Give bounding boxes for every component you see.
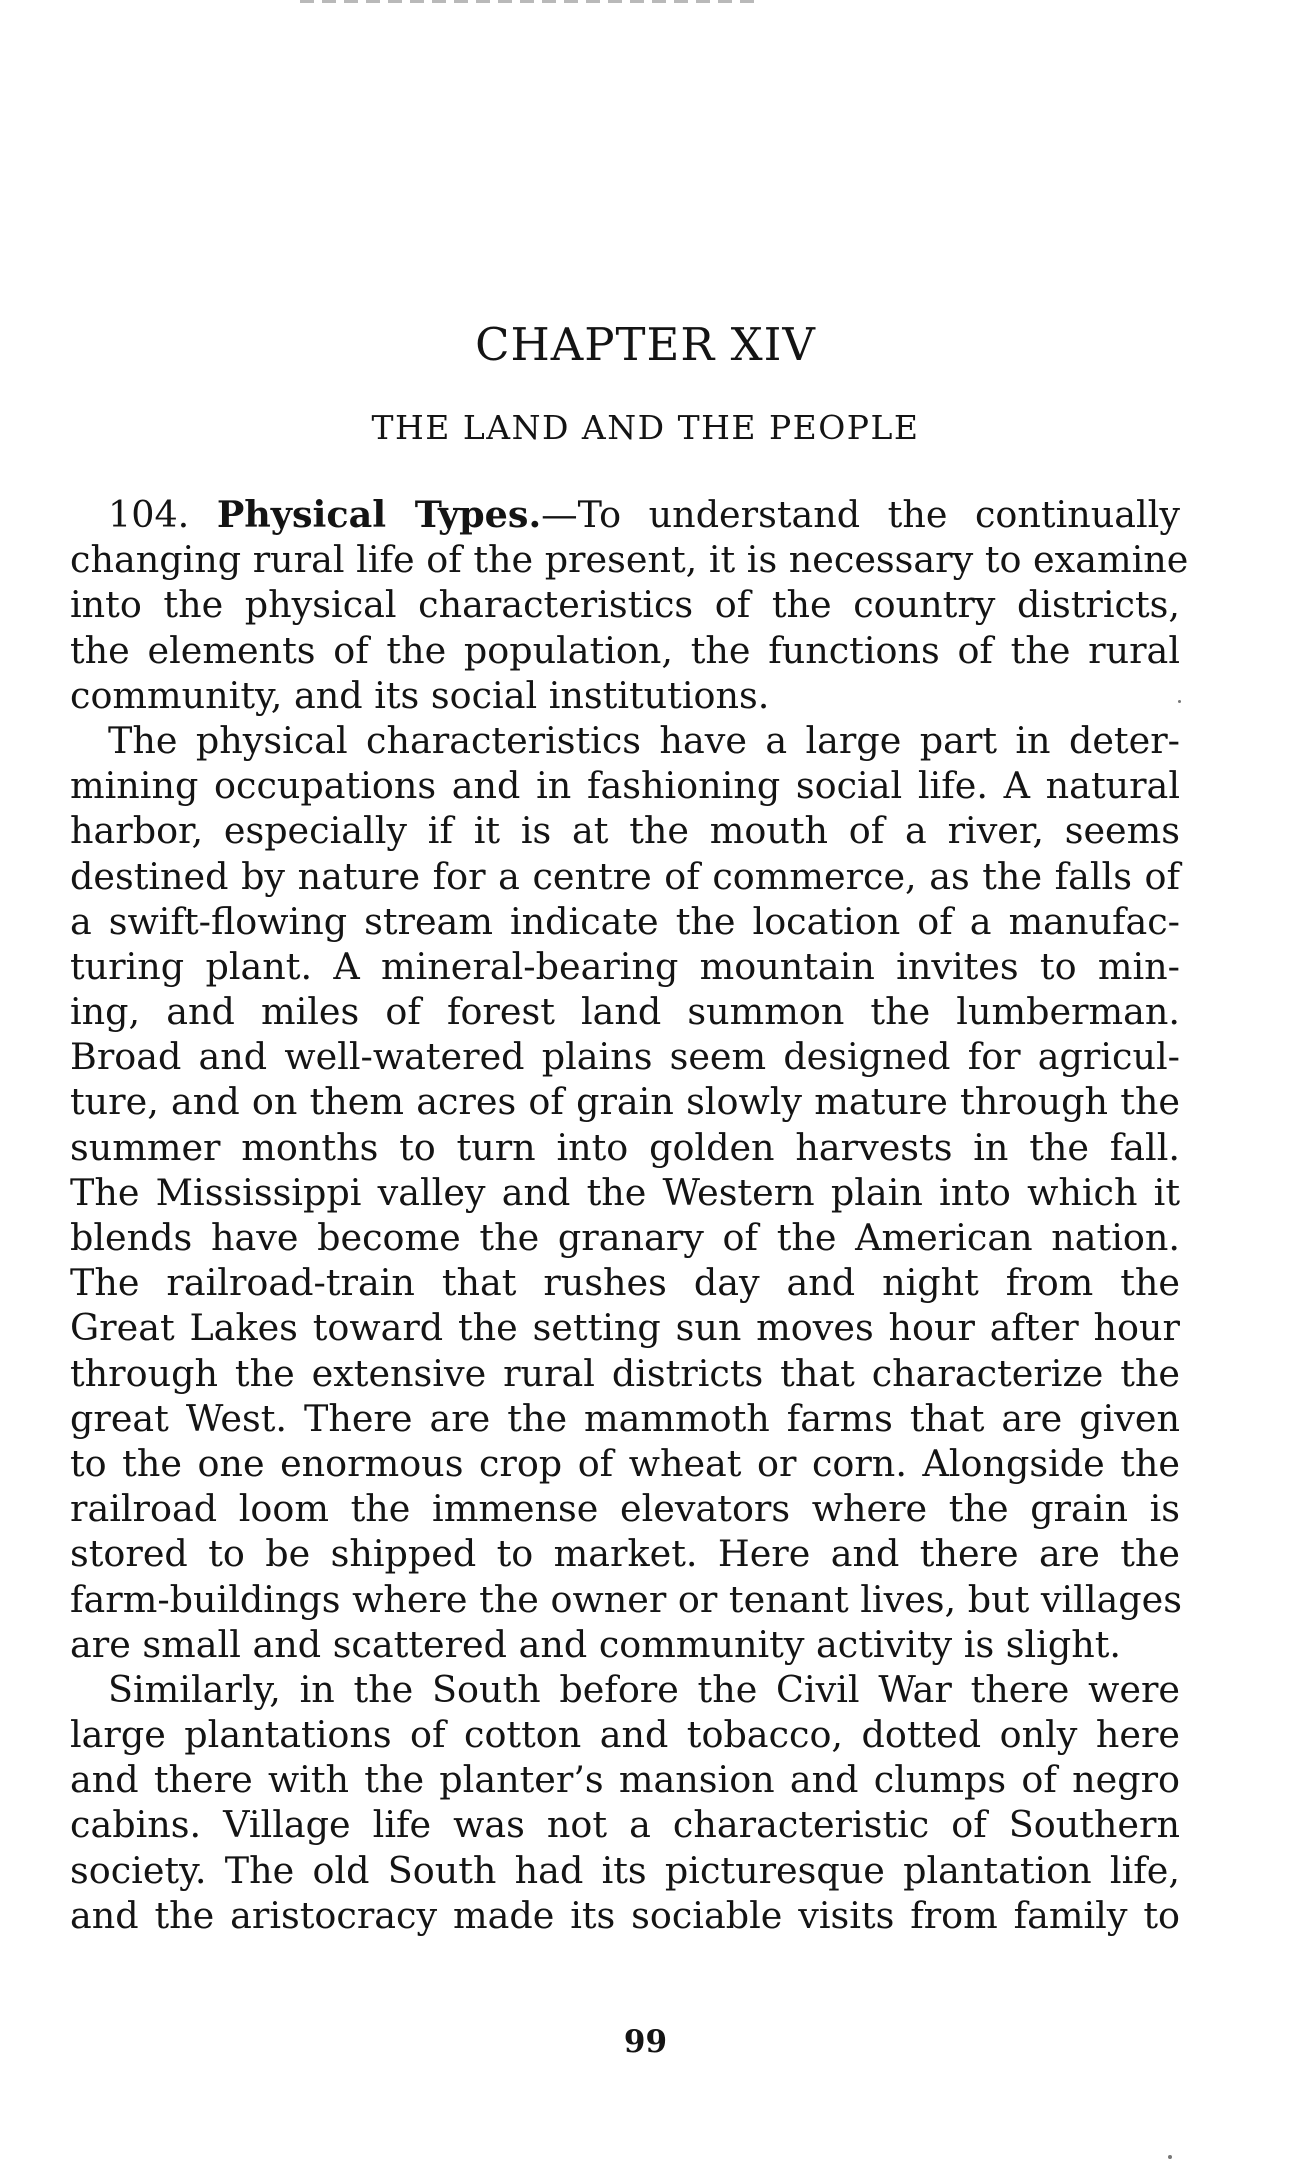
text-line: community, and its social institutions. xyxy=(70,673,770,717)
scan-edge-mark xyxy=(300,0,760,3)
text-line: ing, and miles of forest land summon the lumberman. xyxy=(70,990,1180,1034)
section-heading: Physical Types. xyxy=(216,493,542,536)
text-line: great West. There are the mammoth farms that are given xyxy=(70,1396,1180,1440)
text-line: Broad and well-watered plains seem designed for agricul- xyxy=(70,1035,1180,1079)
text-line: summer months to turn into golden harvests in the fall. xyxy=(70,1125,1180,1169)
page-number: 99 xyxy=(623,2024,668,2060)
text-line: cabins. Village life was not a characteristic of Southern xyxy=(70,1803,1180,1847)
text-line: are small and scattered and community activity is slight. xyxy=(70,1622,1121,1666)
text-line: blends have become the granary of the American nation. xyxy=(70,1216,1180,1259)
text-line: into the physical characteristics of the country districts, xyxy=(70,583,1180,627)
text-line xyxy=(70,492,1180,537)
text-line: The Mississippi valley and the Western plain into which it xyxy=(70,1170,1180,1214)
text-line: to the one enormous crop of wheat or corn. Alongside the xyxy=(70,1441,1180,1485)
text-line: changing rural life of the present, it is necessary to examine xyxy=(70,538,1189,582)
scan-speck xyxy=(1168,2155,1172,2159)
text-line: large plantations of cotton and tobacco, dotted only here xyxy=(70,1713,1180,1757)
text-line: the elements of the population, the functions of the rural xyxy=(70,628,1180,672)
text-line: railroad loom the immense elevators where the grain is xyxy=(70,1487,1180,1531)
text-line: destined by nature for a centre of commerce, as the falls of xyxy=(70,854,1180,898)
text-line: mining occupations and in fashioning social life. A natural xyxy=(70,764,1180,808)
chapter-title: THE LAND AND THE PEOPLE xyxy=(371,408,920,447)
text-line: ture, and on them acres of grain slowly mature through the xyxy=(70,1080,1180,1124)
text-line: and there with the planter’s mansion and clumps of negro xyxy=(70,1758,1180,1802)
text-line: society. The old South had its picturesque plantation life, xyxy=(70,1848,1180,1892)
scan-speck xyxy=(1178,700,1181,703)
text-line: stored to be shipped to market. Here and there are the xyxy=(70,1532,1180,1576)
text-line: The railroad-train that rushes day and night from the xyxy=(70,1261,1180,1305)
text-line: through the extensive rural districts that characterize the xyxy=(70,1351,1180,1395)
text-line: Great Lakes toward the setting sun moves hour after hour xyxy=(70,1306,1180,1350)
text-line: and the aristocracy made its sociable visits from family to xyxy=(70,1893,1180,1937)
text-line: turing plant. A mineral-bearing mountain invites to min- xyxy=(70,944,1180,988)
text-line: farm-buildings where the owner or tenant lives, but villages xyxy=(70,1577,1182,1621)
text-line: The physical characteristics have a large part in deter- xyxy=(108,718,1180,762)
text-line-content: —To understand the continually xyxy=(541,493,1180,536)
text-line: a swift-flowing stream indicate the location of a manufac- xyxy=(70,899,1180,943)
body-text xyxy=(70,492,1189,1938)
chapter-number: CHAPTER XIV xyxy=(475,318,816,371)
text-line: harbor, especially if it is at the mouth of a river, seems xyxy=(70,809,1180,853)
section-number: 104. xyxy=(108,493,190,536)
text-line: Similarly, in the South before the Civil War there were xyxy=(108,1667,1180,1711)
